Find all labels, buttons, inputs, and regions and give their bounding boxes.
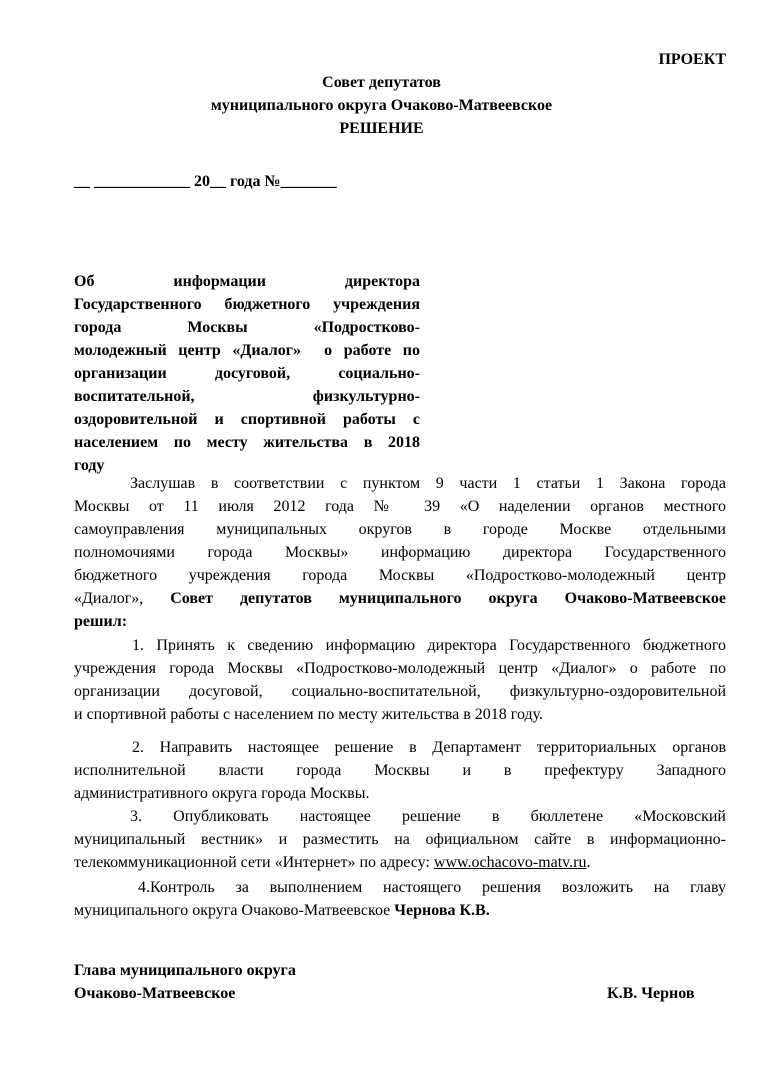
subject-line-word: Об bbox=[74, 273, 95, 290]
item3-line: муниципальный вестник» и разместить на официальном сайте в информационно- bbox=[74, 831, 726, 848]
municipality-name: муниципального округа Очаково-Матвеевское bbox=[210, 97, 553, 114]
subject-line-text: Государственного бюджетного учреждения bbox=[74, 296, 420, 313]
preamble-text: «Диалог», bbox=[74, 590, 171, 607]
subject-line-word: социально- bbox=[338, 365, 420, 382]
subject-line bbox=[74, 293, 420, 316]
subject-line-text: населением по месту жительства в 2018 bbox=[74, 434, 420, 451]
subject-line-text: оздоровительной и спортивной работы с bbox=[74, 411, 420, 428]
body-line: Заслушав в соответствии с пунктом 9 части 1 статьи 1 Закона города bbox=[130, 475, 726, 492]
subject-line bbox=[74, 316, 420, 339]
body-line: Москвы от 11 июля 2012 года № 39 «О наделении органов местного bbox=[74, 498, 726, 515]
council-name: Совет депутатов bbox=[322, 74, 441, 91]
subject-line bbox=[74, 408, 420, 431]
period: . bbox=[586, 854, 591, 871]
item3-text: телекоммуникационной сети «Интернет» по адресу: bbox=[74, 854, 434, 871]
resolved-word: решил: bbox=[74, 613, 128, 630]
council-bold-text: Совет депутатов муниципального округа Очаково-Матвеевское bbox=[170, 590, 726, 607]
subject-line bbox=[74, 270, 420, 293]
item4-line: 4.Контроль за выполнением настоящего решения возложить на главу bbox=[138, 879, 726, 896]
body-line: бюджетного учреждения города Москвы «Подростково-молодежный центр bbox=[74, 567, 726, 584]
item1-line: организации досуговой, социально-воспитательной, физкультурно-оздоровительной bbox=[74, 683, 726, 700]
subject-line bbox=[74, 385, 420, 408]
subject-line-word: «Подростково- bbox=[313, 319, 420, 336]
date-number-line: __ ____________ 20__ года №_______ bbox=[74, 173, 337, 190]
body-line: полномочиями города Москвы» информацию директора Государственного bbox=[74, 544, 726, 561]
subject-line-word: досуговой, bbox=[214, 365, 291, 382]
body-line: самоуправления муниципальных округов в городе Москве отдельными bbox=[74, 521, 726, 538]
signature-title-line2: Очаково-Матвеевское bbox=[74, 985, 236, 1002]
subject-line-text: молодежный центр «Диалог» о работе по bbox=[74, 342, 420, 359]
item1-line: и спортивной работы с населением по месту жительства в 2018 году. bbox=[74, 706, 544, 723]
body-line bbox=[74, 587, 726, 610]
subject-line bbox=[74, 339, 420, 362]
subject-line-text: году bbox=[74, 457, 105, 474]
item2-line: исполнительной власти города Москвы и в префектуру Западного bbox=[74, 762, 726, 779]
item2-line: 2. Направить настоящее решение в Департамент территориальных органов bbox=[132, 739, 726, 756]
subject-line-word: города bbox=[74, 319, 122, 336]
responsible-person-name: Чернова К.В. bbox=[394, 902, 490, 919]
signature-title-line1: Глава муниципального округа bbox=[74, 962, 296, 979]
document-type: РЕШЕНИЕ bbox=[339, 120, 424, 137]
draft-stamp: ПРОЕКТ bbox=[658, 51, 726, 68]
item3-line bbox=[74, 851, 726, 874]
website-link[interactable]: www.ochacovo-matv.ru bbox=[433, 854, 587, 871]
item4-line bbox=[74, 899, 726, 922]
subject-line bbox=[74, 362, 420, 385]
item1-line: 1. Принять к сведению информацию директора Государственного бюджетного bbox=[132, 637, 726, 654]
subject-line-word: информации bbox=[173, 273, 266, 290]
subject-line bbox=[74, 431, 420, 454]
subject-line-word: организации bbox=[74, 365, 167, 382]
subject-line-word: Москвы bbox=[187, 319, 248, 336]
item4-text: муниципального округа Очаково-Матвеевское bbox=[74, 902, 395, 919]
item1-line: учреждения города Москвы «Подростково-молодежный центр «Диалог» о работе по bbox=[74, 660, 726, 677]
signature-name: К.В. Чернов bbox=[607, 985, 695, 1002]
subject-line-word: воспитательной, bbox=[74, 388, 195, 405]
item3-line: 3. Опубликовать настоящее решение в бюллетене «Московский bbox=[130, 808, 726, 825]
item2-line: административного округа города Москвы. bbox=[74, 785, 370, 802]
subject-line-word: директора bbox=[344, 273, 420, 290]
subject-line-word: физкультурно- bbox=[312, 388, 420, 405]
